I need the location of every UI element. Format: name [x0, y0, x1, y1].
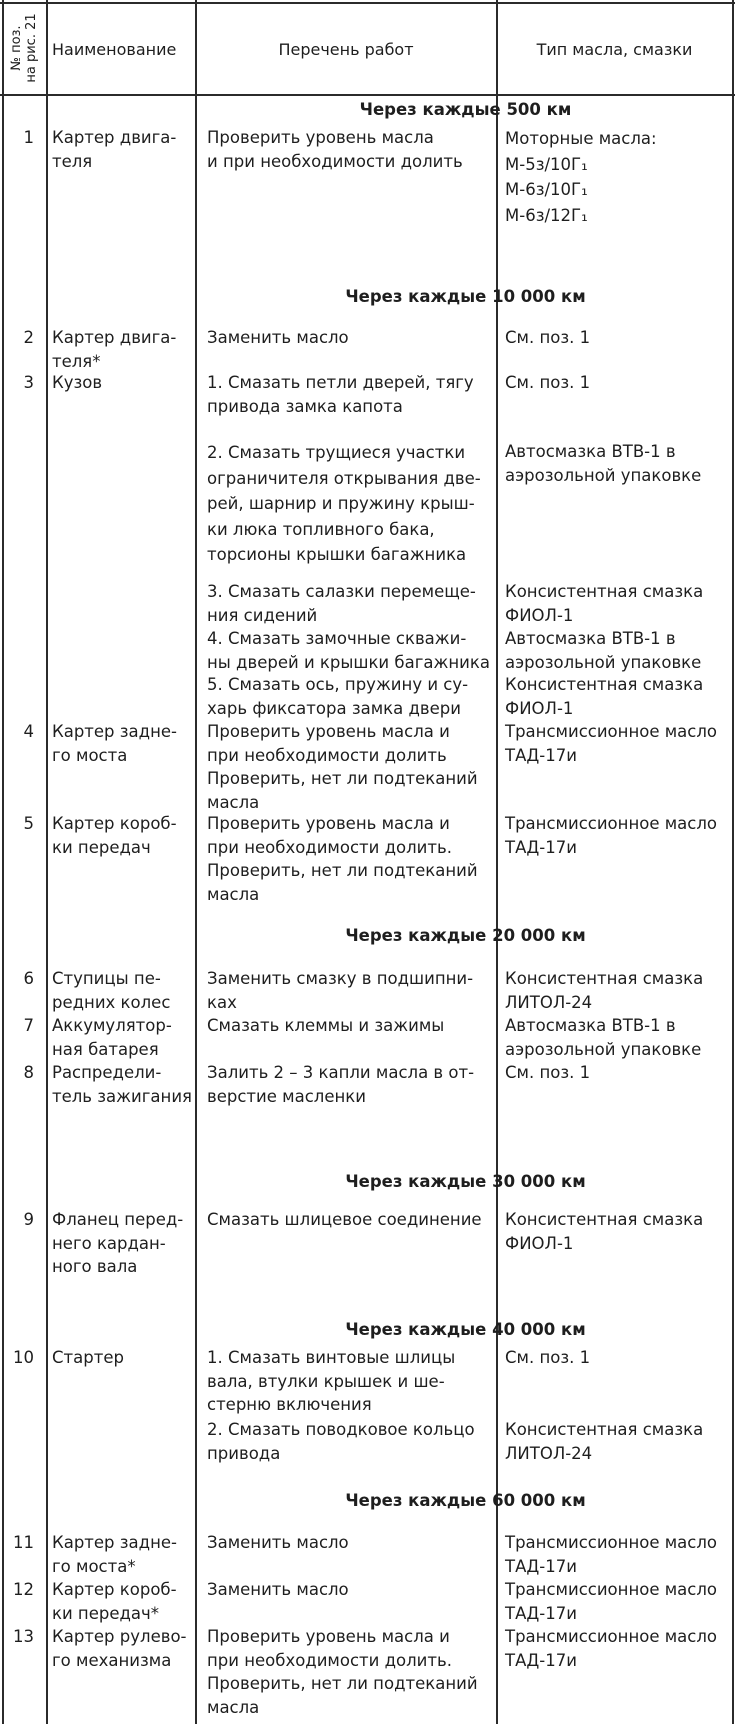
section-heading: Через каждые 20 000 км: [345, 926, 586, 945]
row-name: Картер короб- ки передач: [52, 814, 177, 857]
row-oil: Консистентная смазка ФИОЛ-1: [505, 675, 704, 718]
row-number: 8: [23, 1063, 34, 1082]
row-oil: Автосмазка ВТВ-1 в аэрозольной упаковке: [505, 629, 702, 672]
row-name: Картер двига- теля*: [52, 328, 177, 371]
row-name: Стартер: [52, 1348, 124, 1367]
row-work: 5. Смазать ось, пружину и су- харь фиксатора замка двери: [207, 675, 469, 718]
row-work: Заменить масло: [207, 1533, 349, 1552]
row-oil: Трансмиссионное масло ТАД-17и: [505, 722, 717, 765]
row-oil: Консистентная смазка ЛИТОЛ-24: [505, 1420, 704, 1463]
row-work: Проверить уровень масла и при необходимости долить Проверить, нет ли подтеканий масла: [207, 722, 478, 812]
table-border-right: [732, 0, 734, 1724]
section-heading: Через каждые 10 000 км: [345, 287, 586, 306]
row-oil: Трансмиссионное масло ТАД-17и: [505, 1533, 717, 1576]
header-divider: [0, 94, 735, 96]
row-number: 2: [23, 328, 34, 347]
header-position-line-2: на рис. 21: [24, 13, 39, 83]
row-work: Смазать клеммы и зажимы: [207, 1016, 445, 1035]
row-number: 6: [23, 969, 34, 988]
row-oil: Автосмазка ВТВ-1 в аэрозольной упаковке: [505, 442, 702, 485]
column-divider-1: [46, 0, 48, 1724]
row-work: Заменить смазку в подшипни- ках: [207, 969, 474, 1012]
row-oil: См. поз. 1: [505, 1063, 591, 1082]
row-work: 1. Смазать винтовые шлицы вала, втулки крышек и ше- стерню включения: [207, 1348, 456, 1414]
row-oil: См. поз. 1: [505, 328, 591, 347]
row-name: Фланец перед- него кардан- ного вала: [52, 1210, 184, 1276]
row-name: Картер рулево- го механизма: [52, 1627, 187, 1670]
row-work: Проверить уровень масла и при необходимости долить. Проверить, нет ли подтеканий масла: [207, 1627, 478, 1717]
header-position-line-1: № поз.: [9, 25, 24, 71]
row-number: 12: [13, 1580, 34, 1599]
row-oil: Трансмиссионное масло ТАД-17и: [505, 1580, 717, 1623]
row-work: 3. Смазать салазки перемеще- ния сидений: [207, 582, 476, 625]
row-number: 10: [13, 1348, 34, 1367]
row-number: 4: [23, 722, 34, 741]
header-name: Наименование: [52, 40, 177, 59]
row-oil: Трансмиссионное масло ТАД-17и: [505, 814, 717, 857]
row-oil: Моторные масла: М-5з/10Г₁ М-6з/10Г₁ М-6з/12Г₁: [505, 129, 657, 225]
row-work: 2. Смазать поводковое кольцо привода: [207, 1420, 475, 1463]
section-heading: Через каждые 500 км: [359, 100, 572, 119]
row-name: Картер задне- го моста: [52, 722, 177, 765]
row-work: Смазать шлицевое соединение: [207, 1210, 482, 1229]
row-number: 3: [23, 373, 34, 392]
row-number: 11: [13, 1533, 34, 1552]
row-oil: Трансмиссионное масло ТАД-17и: [505, 1627, 717, 1670]
row-oil: См. поз. 1: [505, 373, 591, 392]
header-oil-type: Тип масла, смазки: [536, 40, 693, 59]
row-work: Проверить уровень масла и при необходимости долить. Проверить, нет ли подтеканий масла: [207, 814, 478, 904]
row-number: 13: [13, 1627, 34, 1646]
row-work: Проверить уровень масла и при необходимости долить: [207, 128, 463, 171]
row-name: Распредели- тель зажигания: [52, 1063, 192, 1106]
header-position-number: [3, 6, 45, 90]
row-oil: Консистентная смазка ФИОЛ-1: [505, 1210, 704, 1253]
row-number: 7: [23, 1016, 34, 1035]
section-heading: Через каждые 30 000 км: [345, 1172, 586, 1191]
header-works: Перечень работ: [278, 40, 414, 59]
column-divider-3: [496, 0, 498, 1724]
row-number: 1: [23, 128, 34, 147]
section-heading: Через каждые 60 000 км: [345, 1491, 586, 1510]
row-oil: Автосмазка ВТВ-1 в аэрозольной упаковке: [505, 1016, 702, 1059]
table-border-top: [0, 2, 735, 4]
row-oil: См. поз. 1: [505, 1348, 591, 1367]
row-name: Картер короб- ки передач*: [52, 1580, 177, 1623]
row-work: Заменить масло: [207, 328, 349, 347]
table-border-left: [2, 0, 4, 1724]
row-number: 5: [23, 814, 34, 833]
row-number: 9: [23, 1210, 34, 1229]
section-heading: Через каждые 40 000 км: [345, 1320, 586, 1339]
row-name: Кузов: [52, 373, 103, 392]
row-work: 4. Смазать замочные скважи- ны дверей и крышки багажника: [207, 629, 490, 672]
row-oil: Консистентная смазка ЛИТОЛ-24: [505, 969, 704, 1012]
column-divider-2: [195, 0, 197, 1724]
row-name: Картер двига- теля: [52, 128, 177, 171]
row-work: 1. Смазать петли дверей, тягу привода замка капота: [207, 373, 474, 416]
row-name: Картер задне- го моста*: [52, 1533, 177, 1576]
row-name: Аккумулятор- ная батарея: [52, 1016, 172, 1059]
row-oil: Консистентная смазка ФИОЛ-1: [505, 582, 704, 625]
row-name: Ступицы пе- редних колес: [52, 969, 171, 1012]
row-work: Заменить масло: [207, 1580, 349, 1599]
row-work: Залить 2 – 3 капли масла в от- верстие масленки: [207, 1063, 475, 1106]
row-work: 2. Смазать трущиеся участки ограничителя открывания две- рей, шарнир и пружину крыш- ки люка топливного бака, торсионы крышки багажника: [207, 443, 481, 564]
